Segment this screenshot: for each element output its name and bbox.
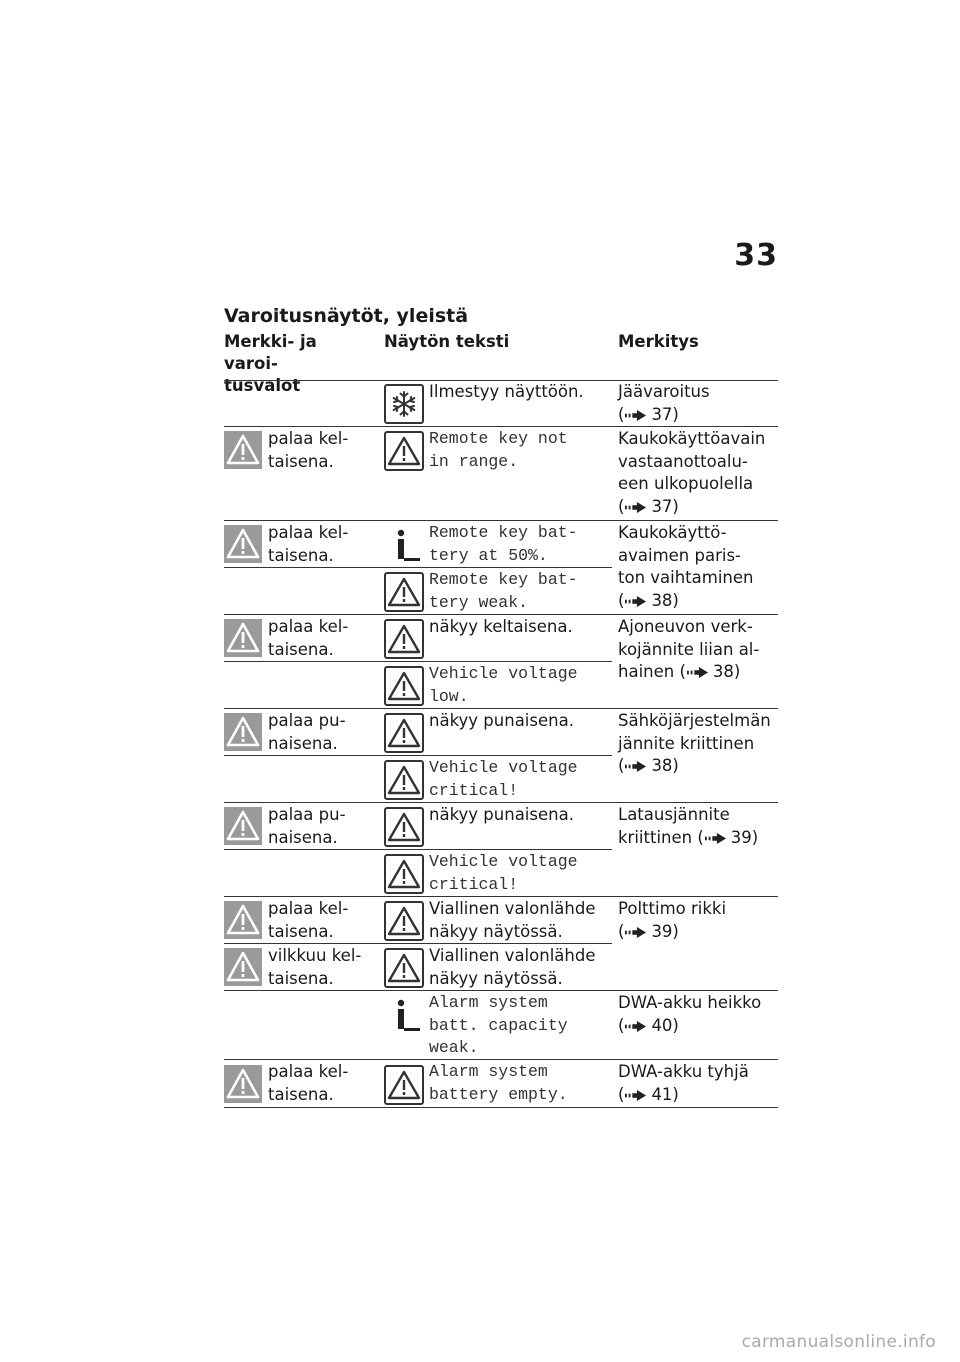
display-text: näkyy keltaisena.	[429, 617, 573, 636]
warning-triangle-icon	[384, 807, 424, 847]
section-title: Varoitusnäytöt, yleistä	[224, 305, 469, 327]
table-rule	[224, 990, 778, 991]
page-reference-arrow-icon	[625, 409, 647, 422]
snowflake-icon	[384, 384, 424, 424]
table-rule	[224, 1107, 778, 1108]
light-state-text: palaa pu- naisena.	[268, 805, 346, 847]
meaning-text	[618, 616, 778, 684]
display-text: Vehicle voltage critical!	[429, 852, 578, 894]
page-reference-arrow-icon	[625, 760, 647, 773]
warning-light-icon	[224, 807, 262, 845]
meaning-label: DWA-akku heikko (	[618, 993, 762, 1035]
meaning-text	[618, 381, 778, 426]
warning-triangle-icon	[384, 760, 424, 800]
table-rule	[224, 755, 612, 756]
page-reference-arrow-icon	[625, 1020, 647, 1033]
column-header-display: Näytön teksti	[384, 332, 510, 351]
display-text: Remote key not in range.	[429, 429, 568, 471]
warning-triangle-icon	[384, 854, 424, 894]
table-rule	[224, 661, 612, 662]
table-rule	[224, 943, 612, 944]
display-text: näkyy punaisena.	[429, 711, 574, 730]
page-reference-arrow-icon	[625, 1089, 647, 1102]
warning-triangle-icon	[384, 948, 424, 988]
page-reference[interactable]: 41)	[651, 1084, 679, 1104]
warning-light-icon	[224, 901, 262, 939]
light-state-text: palaa kel- taisena.	[268, 523, 349, 565]
meaning-label: Polttimo rikki (	[618, 899, 727, 941]
display-text: Viallinen valonlähde näkyy näytössä.	[429, 946, 596, 988]
page-reference-arrow-icon	[705, 832, 727, 845]
warning-triangle-icon	[384, 619, 424, 659]
light-state-text: vilkkuu kel- taisena.	[268, 946, 362, 988]
page-reference[interactable]: 37)	[651, 496, 679, 516]
page-reference-arrow-icon	[625, 595, 647, 608]
info-icon	[384, 525, 424, 565]
meaning-label: Kaukokäyttöavain vastaanottoalu- een ulkopuolella (	[618, 429, 766, 516]
page-reference[interactable]: 39)	[730, 827, 759, 847]
page-reference[interactable]: 39)	[651, 921, 679, 941]
display-text: Ilmestyy näyttöön.	[429, 382, 584, 401]
warning-triangle-icon	[384, 666, 424, 706]
meaning-label: DWA-akku tyhjä (	[618, 1062, 749, 1104]
page-reference-arrow-icon	[625, 926, 647, 939]
table-rule	[224, 849, 612, 850]
table-rule	[224, 426, 778, 427]
page-reference[interactable]: 38)	[651, 590, 679, 610]
warning-light-icon	[224, 619, 262, 657]
column-header-meaning: Merkitys	[618, 332, 699, 351]
display-text: Vehicle voltage critical!	[429, 758, 578, 800]
table-rule	[224, 802, 778, 803]
warning-light-icon	[224, 431, 262, 469]
page-reference[interactable]: 37)	[651, 404, 679, 424]
meaning-label: Latausjännite kriittinen (	[618, 805, 730, 847]
meaning-text	[618, 522, 778, 612]
warning-light-icon	[224, 713, 262, 751]
meaning-label: Kaukokäyttö- avaimen paris- ton vaihtaminen (	[618, 523, 754, 610]
page-reference-arrow-icon	[625, 501, 647, 514]
meaning-text	[618, 710, 778, 778]
warning-triangle-icon	[384, 901, 424, 941]
page-reference-arrow-icon	[687, 666, 709, 679]
table-rule	[224, 614, 778, 615]
light-state-text: palaa kel- taisena.	[268, 617, 349, 659]
light-state-text: palaa kel- taisena.	[268, 429, 349, 471]
page-reference[interactable]: 40)	[651, 1015, 679, 1035]
warning-triangle-icon	[384, 431, 424, 471]
display-text: Alarm system battery empty.	[429, 1062, 568, 1104]
meaning-label: Ajoneuvon verk- kojännite liian al- hainen (	[618, 617, 760, 681]
display-text: Remote key bat- tery weak.	[429, 570, 578, 612]
page-reference[interactable]: 38)	[712, 662, 741, 681]
page-number: 33	[734, 238, 778, 273]
meaning-text	[618, 804, 778, 849]
meaning-text	[618, 898, 778, 943]
warning-light-icon	[224, 948, 262, 986]
meaning-label: Jäävaroitus (	[618, 382, 710, 424]
page-reference[interactable]: 38)	[651, 756, 679, 775]
table-rule	[224, 708, 778, 709]
table-rule	[224, 567, 612, 568]
footer-watermark: carmanualsonline.info	[741, 1332, 936, 1352]
warning-triangle-icon	[384, 572, 424, 612]
warning-triangle-icon	[384, 713, 424, 753]
info-icon	[384, 995, 424, 1035]
display-text: Alarm system batt. capacity weak.	[429, 993, 568, 1057]
column-header-lights	[224, 331, 374, 397]
meaning-label: Sähköjärjestelmän jännite kriittinen (	[618, 711, 771, 775]
light-state-text: palaa kel- taisena.	[268, 899, 349, 941]
display-text: Remote key bat- tery at 50%.	[429, 523, 578, 565]
meaning-text	[618, 1061, 778, 1106]
light-state-text: palaa kel- taisena.	[268, 1062, 349, 1104]
table-rule	[224, 520, 778, 521]
column-header-lights-label: Merkki- ja varoi- tusvalot	[224, 332, 317, 395]
warning-triangle-icon	[384, 1065, 424, 1105]
meaning-text	[618, 428, 778, 518]
light-state-text: palaa pu- naisena.	[268, 711, 346, 753]
display-text: Vehicle voltage low.	[429, 664, 578, 706]
display-text: Viallinen valonlähde näkyy näytössä.	[429, 899, 596, 941]
warning-light-icon	[224, 1065, 262, 1103]
display-text: näkyy punaisena.	[429, 805, 574, 824]
table-rule	[224, 896, 778, 897]
meaning-text	[618, 992, 778, 1037]
warning-light-icon	[224, 525, 262, 563]
